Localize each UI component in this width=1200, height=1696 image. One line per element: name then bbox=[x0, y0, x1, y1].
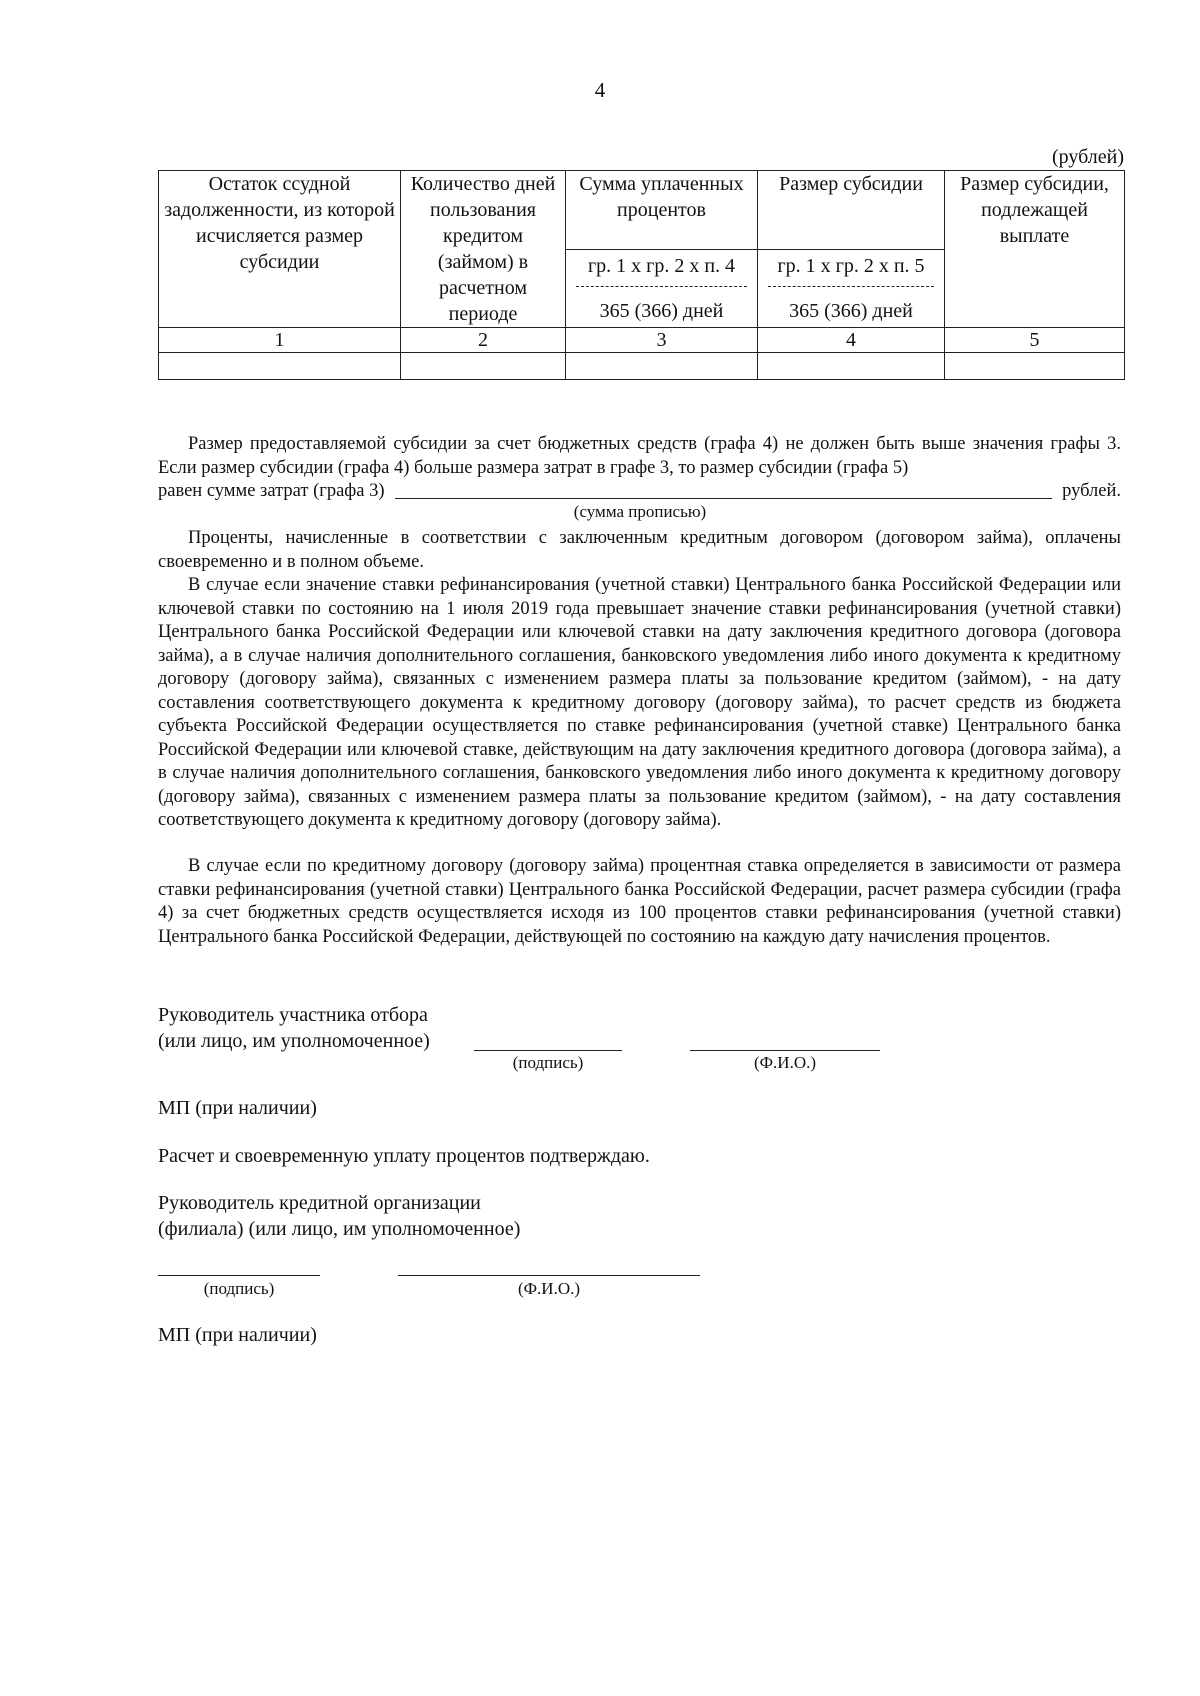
header-loan-balance: Остаток ссудной задолженности, из которой исчисляется размер субсидии bbox=[159, 171, 401, 328]
bank-name-caption: (Ф.И.О.) bbox=[517, 1279, 581, 1298]
subsidy-calculation-table bbox=[158, 170, 1125, 380]
sum-label: равен сумме затрат (графа 3) bbox=[158, 481, 385, 501]
unit-label: (рублей) bbox=[1051, 146, 1124, 168]
participant-signatory-line2: (или лицо, им уполномоченное) bbox=[158, 1030, 430, 1052]
sum-in-words-caption: (сумма прописью) bbox=[573, 502, 707, 521]
page-number: 4 bbox=[594, 78, 606, 102]
formula-denominator: 365 (366) дней bbox=[789, 300, 913, 322]
table-cell[interactable] bbox=[159, 353, 401, 380]
formula-numerator: гр. 1 х гр. 2 х п. 4 bbox=[576, 254, 747, 287]
participant-signature-caption: (подпись) bbox=[512, 1053, 584, 1072]
confirmation-text: Расчет и своевременную уплату процентов подтверждаю. bbox=[158, 1145, 650, 1167]
column-number: 5 bbox=[945, 328, 1125, 353]
stamp-label-bank: МП (при наличии) bbox=[158, 1324, 317, 1346]
table-data-row bbox=[159, 353, 1125, 380]
bank-signature-caption: (подпись) bbox=[203, 1279, 275, 1298]
table-cell[interactable] bbox=[758, 353, 945, 380]
paragraph-interest-paid: Проценты, начисленные в соответствии с заключенным кредитным договором (договором займа), оплачены своевременно и в полном объеме. bbox=[158, 528, 1121, 572]
sum-in-words-line bbox=[158, 480, 1121, 503]
formula-interest-paid bbox=[566, 250, 758, 328]
column-number: 3 bbox=[566, 328, 758, 353]
column-number-row bbox=[159, 328, 1125, 353]
participant-signatory-line1: Руководитель участника отбора bbox=[158, 1004, 428, 1026]
stamp-label-participant: МП (при наличии) bbox=[158, 1097, 317, 1119]
header-subsidy-payable: Размер субсидии, подлежащей выплате bbox=[945, 171, 1125, 328]
table-header-row bbox=[159, 171, 1125, 250]
paragraph-refinancing-rate: В случае если значение ставки рефинансирования (учетной ставки) Центрального банка Российской Федерации или ключевой ставки по состоянию на 1 июля 2019 года превышает значение ставки рефинансирования (учетной ставки) Центрального банка Российской Федерации или ключевой ставки на дату заключения кредитного договора (договора займа), а в случае наличия дополнительного соглашения, банковского уведомления либо иного документа к кредитному договору (договору займа), связанных с изменением размера платы за пользование кредитом (займом), - на дату составления соответствующего документа к кредитному договору (договору займа), то расчет средств из бюджета субъекта Российской Федерации осуществляется по ставке рефинансирования (учетной ставке) Центрального банка Российской Федерации или ключевой ставке, действующим на дату заключения кредитного договора (договора займа), а в случае наличия дополнительного соглашения, банковского уведомления либо иного документа к кредитному договору (договору займа), связанных с изменением размера платы за пользование кредитом (займом), - на дату составления соответствующего документа к кредитному договору (договору займа). bbox=[158, 575, 1121, 830]
column-number: 4 bbox=[758, 328, 945, 353]
bank-signature-field[interactable] bbox=[158, 1275, 320, 1276]
bank-name-field[interactable] bbox=[398, 1275, 700, 1276]
table-cell[interactable] bbox=[401, 353, 566, 380]
column-number: 2 bbox=[401, 328, 566, 353]
bank-signatory-line2: (филиала) (или лицо, им уполномоченное) bbox=[158, 1218, 521, 1240]
header-subsidy-size: Размер субсидии bbox=[758, 171, 945, 250]
participant-signature-field[interactable] bbox=[474, 1050, 622, 1051]
sum-in-words-field[interactable] bbox=[395, 498, 1053, 499]
sum-unit: рублей. bbox=[1062, 481, 1121, 501]
header-days-of-use: Количество дней пользования кредитом (займом) в расчетном периоде bbox=[401, 171, 566, 328]
column-number: 1 bbox=[159, 328, 401, 353]
participant-name-caption: (Ф.И.О.) bbox=[753, 1053, 817, 1072]
formula-denominator: 365 (366) дней bbox=[599, 300, 724, 322]
paragraph-rate-dependency: В случае если по кредитному договору (договору займа) процентная ставка определяется в зависимости от размера ставки рефинансирования (учетной ставки) Центрального банка Российской Федерации, расчет размера субсидии (графа 4) за счет бюджетных средств осуществляется исходя из 100 процентов ставки рефинансирования (учетной ставки) Центрального банка Российской Федерации, действующей по состоянию на каждую дату начисления процентов. bbox=[158, 856, 1121, 947]
formula-subsidy-size bbox=[758, 250, 945, 328]
table-cell[interactable] bbox=[566, 353, 758, 380]
header-interest-paid: Сумма уплаченных процентов bbox=[566, 171, 758, 250]
bank-signatory-line1: Руководитель кредитной организации bbox=[158, 1192, 481, 1214]
table-cell[interactable] bbox=[945, 353, 1125, 380]
formula-numerator: гр. 1 х гр. 2 х п. 5 bbox=[768, 254, 934, 287]
participant-name-field[interactable] bbox=[690, 1050, 880, 1051]
paragraph-subsidy-limit: Размер предоставляемой субсидии за счет бюджетных средств (графа 4) не должен быть выше значения графы 3. Если размер субсидии (графа 4) больше размера затрат в графе 3, то размер субсидии (графа 5) bbox=[158, 434, 1121, 478]
